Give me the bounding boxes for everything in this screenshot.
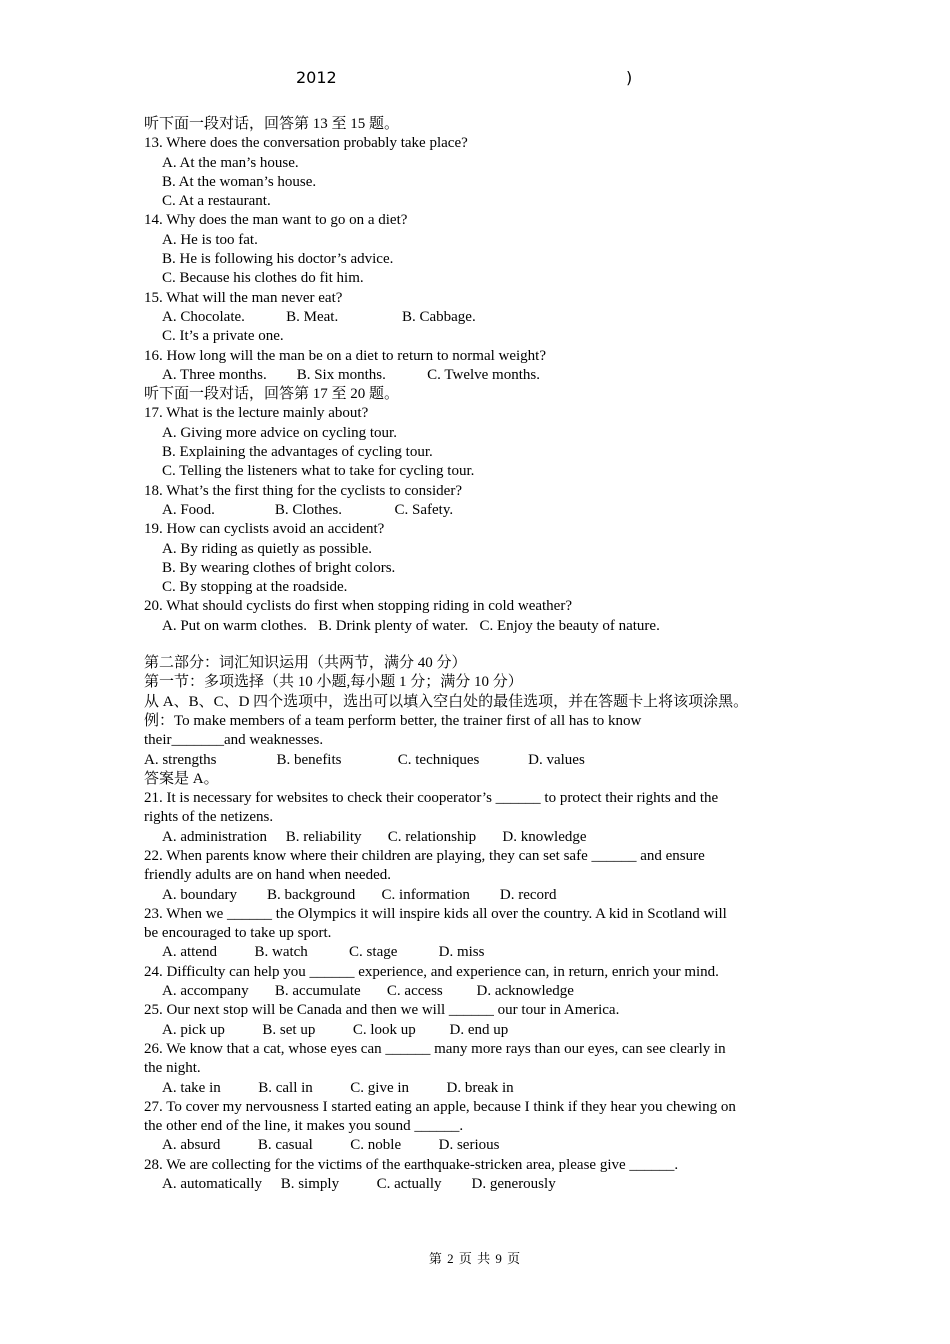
question-27-cont: the other end of the line, it makes you sound ______.: [144, 1118, 464, 1135]
option-line: A. By riding as quietly as possible.: [162, 540, 372, 557]
question-20: 20. What should cyclists do first when stopping riding in cold weather?: [144, 598, 572, 615]
question-16: 16. How long will the man be on a diet to return to normal weight?: [144, 347, 546, 364]
question-21: 21. It is necessary for websites to check their cooperator’s ______ to protect their rights and the: [144, 790, 719, 807]
option-line: A. automatically B. simply C. actually D. generously: [162, 1176, 556, 1193]
header-year: 2012: [296, 68, 337, 87]
option-line: C. Because his clothes do fit him.: [162, 270, 364, 287]
question-28: 28. We are collecting for the victims of the earthquake-stricken area, please give ______.: [144, 1156, 679, 1173]
exam-content: [144, 115, 814, 1194]
page-footer: 第 2 页 共 9 页: [428, 1251, 522, 1266]
option-line: B. He is following his doctor’s advice.: [162, 251, 394, 268]
question-17: 17. What is the lecture mainly about?: [144, 405, 369, 422]
question-24: 24. Difficulty can help you ______ experience, and experience can, in return, enrich your mind.: [144, 963, 719, 980]
option-line: B. At the woman’s house.: [162, 173, 317, 190]
option-line: A. take in B. call in C. give in D. break in: [162, 1079, 514, 1096]
header-paren: ): [626, 68, 633, 87]
example-question: 例：To make members of a team perform better, the trainer first of all has to know: [144, 712, 642, 729]
section-instruction: 听下面一段对话，回答第 13 至 15 题。: [144, 116, 400, 132]
question-27: 27. To cover my nervousness I started eating an apple, because I think if they hear you chewing on: [144, 1098, 736, 1115]
option-line: A. administration B. reliability C. relationship D. knowledge: [162, 828, 587, 845]
question-22-cont: friendly adults are on hand when needed.: [144, 867, 391, 884]
option-line: B. Explaining the advantages of cycling tour.: [162, 444, 433, 461]
question-25: 25. Our next stop will be Canada and then we will ______ our tour in America.: [144, 1002, 620, 1019]
question-13: 13. Where does the conversation probably take place?: [144, 135, 468, 152]
option-line: A. pick up B. set up C. look up D. end up: [162, 1021, 509, 1038]
question-14: 14. Why does the man want to go on a diet?: [144, 212, 408, 229]
option-line: C. At a restaurant.: [162, 193, 271, 210]
section-one-title: 第一节：多项选择（共 10 小题,每小题 1 分；满分 10 分）: [144, 674, 523, 691]
section-instruction: 从 A、B、C、D 四个选项中，选出可以填入空白处的最佳选项，并在答题卡上将该项涂黑。: [144, 693, 749, 710]
option-line: A. Three months. B. Six months. C. Twelve months.: [162, 366, 540, 383]
option-line: C. By stopping at the roadside.: [162, 579, 348, 596]
option-line: A. Chocolate. B. Meat. B. Cabbage.: [162, 308, 476, 325]
page-header: [0, 68, 950, 92]
question-23-cont: be encouraged to take up sport.: [144, 925, 332, 942]
question-22: 22. When parents know where their children are playing, they can set safe ______ and ensure: [144, 847, 705, 864]
question-19: 19. How can cyclists avoid an accident?: [144, 521, 385, 538]
option-line: A. At the man’s house.: [162, 154, 299, 171]
option-line: C. Telling the listeners what to take for cycling tour.: [162, 463, 475, 480]
option-line: A. He is too fat.: [162, 231, 258, 248]
example-question-cont: their_______and weaknesses.: [144, 732, 324, 749]
option-line: C. It’s a private one.: [162, 328, 284, 345]
option-line: A. boundary B. background C. information D. record: [162, 886, 557, 903]
option-line: A. accompany B. accumulate C. access D. acknowledge: [162, 983, 574, 1000]
option-line: A. attend B. watch C. stage D. miss: [162, 944, 485, 961]
question-26-cont: the night.: [144, 1060, 201, 1077]
question-18: 18. What’s the first thing for the cyclists to consider?: [144, 482, 462, 499]
part-two-title: 第二部分：词汇知识运用（共两节，满分 40 分）: [144, 655, 467, 672]
option-line: A. Put on warm clothes. B. Drink plenty of water. C. Enjoy the beauty of nature.: [162, 617, 660, 634]
option-line: B. By wearing clothes of bright colors.: [162, 559, 396, 576]
option-line: A. Giving more advice on cycling tour.: [162, 424, 397, 441]
question-23: 23. When we ______ the Olympics it will inspire kids all over the country. A kid in Scotland will: [144, 905, 727, 922]
question-21-cont: rights of the netizens.: [144, 809, 274, 826]
example-options: A. strengths B. benefits C. techniques D. values: [144, 751, 585, 768]
question-26: 26. We know that a cat, whose eyes can ______ many more rays than our eyes, can see clearly in: [144, 1040, 726, 1057]
option-line: A. Food. B. Clothes. C. Safety.: [162, 501, 454, 518]
section-instruction: 听下面一段对话，回答第 17 至 20 题。: [144, 386, 400, 403]
question-15: 15. What will the man never eat?: [144, 289, 343, 306]
section-gap: [144, 636, 814, 654]
option-line: A. absurd B. casual C. noble D. serious: [162, 1137, 500, 1154]
example-answer: 答案是 A。: [144, 770, 219, 787]
